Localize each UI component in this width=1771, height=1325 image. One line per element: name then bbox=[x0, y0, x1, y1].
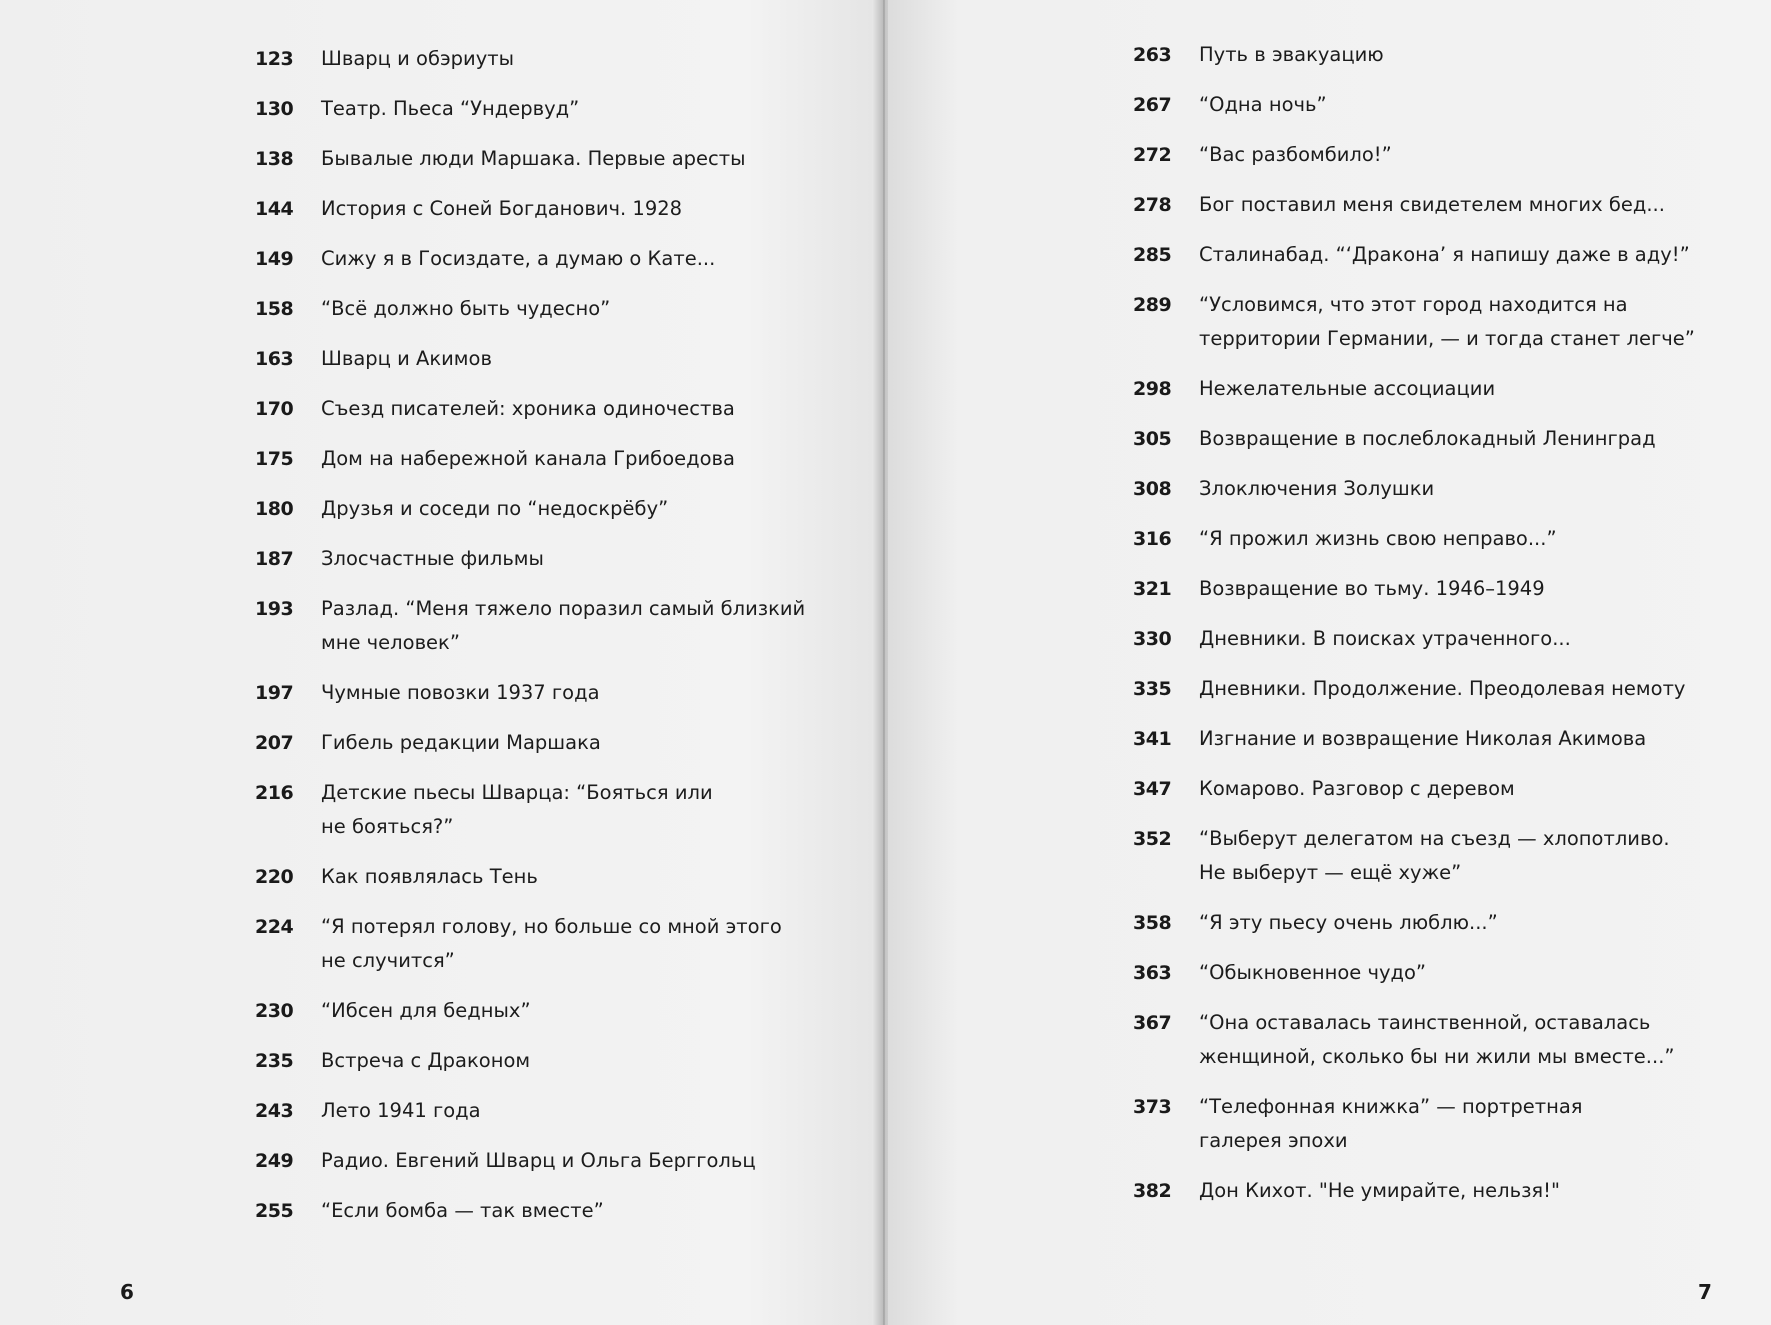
toc-title: “Вас разбомбило!” bbox=[1199, 143, 1392, 166]
toc-page-number: 352 bbox=[1133, 828, 1172, 850]
toc-page-number: 321 bbox=[1133, 578, 1172, 600]
left-page bbox=[0, 0, 880, 1325]
toc-title: Друзья и соседи по “недоскрёбу” bbox=[321, 497, 669, 520]
toc-title-line: Не выберут — ещё хуже” bbox=[1199, 861, 1462, 884]
toc-entry bbox=[255, 776, 713, 844]
toc-page-number: 197 bbox=[255, 682, 294, 704]
toc-entry bbox=[1133, 906, 1498, 940]
toc-entry bbox=[1133, 1174, 1560, 1208]
toc-entry bbox=[255, 910, 782, 978]
toc-entry bbox=[255, 1044, 530, 1078]
toc-entry bbox=[1133, 672, 1685, 706]
toc-title bbox=[1199, 1090, 1583, 1158]
toc-entry bbox=[255, 192, 682, 226]
toc-title: Съезд писателей: хроника одиночества bbox=[321, 397, 735, 420]
toc-page-number: 123 bbox=[255, 48, 294, 70]
toc-title bbox=[321, 592, 805, 660]
toc-page-number: 130 bbox=[255, 98, 294, 120]
toc-title: История с Соней Богданович. 1928 bbox=[321, 197, 683, 220]
toc-entry bbox=[255, 292, 610, 326]
toc-page-number: 187 bbox=[255, 548, 294, 570]
toc-page-number: 289 bbox=[1133, 294, 1172, 316]
toc-page-number: 230 bbox=[255, 1000, 294, 1022]
toc-title-line: “Телефонная книжка” — портретная bbox=[1199, 1095, 1583, 1118]
toc-title: Дневники. Продолжение. Преодолевая немоту bbox=[1199, 677, 1686, 700]
toc-title: Гибель редакции Маршака bbox=[321, 731, 601, 754]
toc-entry bbox=[255, 92, 579, 126]
toc-title-line: “Она оставалась таинственной, оставалась bbox=[1199, 1011, 1651, 1034]
toc-title: Сталинабад. “‘Дракона’ я напишу даже в аду!” bbox=[1199, 243, 1690, 266]
toc-title: Бог поставил меня свидетелем многих бед... bbox=[1199, 193, 1665, 216]
toc-page-number: 224 bbox=[255, 916, 294, 938]
toc-title: “Я эту пьесу очень люблю...” bbox=[1199, 911, 1498, 934]
toc-page-number: 170 bbox=[255, 398, 294, 420]
toc-page-number: 180 bbox=[255, 498, 294, 520]
toc-entry bbox=[255, 1094, 481, 1128]
toc-title: Бывалые люди Маршака. Первые аресты bbox=[321, 147, 746, 170]
toc-entry bbox=[255, 676, 600, 710]
toc-title bbox=[1199, 822, 1670, 890]
toc-title bbox=[1199, 1006, 1675, 1074]
toc-page-number: 216 bbox=[255, 782, 294, 804]
toc-entry bbox=[1133, 138, 1392, 172]
left-toc-list bbox=[0, 0, 880, 1325]
toc-entry bbox=[1133, 238, 1690, 272]
toc-page-number: 285 bbox=[1133, 244, 1172, 266]
toc-title-line: мне человек” bbox=[321, 631, 460, 654]
toc-title-line: не случится” bbox=[321, 949, 455, 972]
toc-title: “Всё должно быть чудесно” bbox=[321, 297, 611, 320]
toc-entry bbox=[255, 592, 805, 660]
toc-title: “Ибсен для бедных” bbox=[321, 999, 531, 1022]
toc-entry bbox=[1133, 622, 1571, 656]
toc-page-number: 330 bbox=[1133, 628, 1172, 650]
toc-page-number: 255 bbox=[255, 1200, 294, 1222]
toc-title: Дон Кихот. "Не умирайте, нельзя!" bbox=[1199, 1179, 1560, 1202]
toc-entry bbox=[1133, 1090, 1583, 1158]
toc-title: Встреча с Драконом bbox=[321, 1049, 531, 1072]
toc-title-line: женщиной, сколько бы ни жили мы вместе...” bbox=[1199, 1045, 1675, 1068]
right-page bbox=[888, 0, 1771, 1325]
toc-page-number: 175 bbox=[255, 448, 294, 470]
toc-title-line: территории Германии, — и тогда станет легче” bbox=[1199, 327, 1695, 350]
toc-entry bbox=[1133, 472, 1434, 506]
toc-title: Дом на набережной канала Грибоедова bbox=[321, 447, 735, 470]
toc-page-number: 308 bbox=[1133, 478, 1172, 500]
toc-entry bbox=[255, 726, 601, 760]
toc-entry bbox=[255, 492, 668, 526]
toc-entry bbox=[255, 42, 514, 76]
toc-page-number: 358 bbox=[1133, 912, 1172, 934]
toc-entry bbox=[1133, 956, 1426, 990]
right-page-number: 7 bbox=[1698, 1280, 1712, 1304]
toc-entry bbox=[255, 542, 544, 576]
toc-title: Нежелательные ассоциации bbox=[1199, 377, 1496, 400]
toc-page-number: 149 bbox=[255, 248, 294, 270]
toc-entry bbox=[255, 994, 531, 1028]
toc-title: Сижу я в Госиздате, а думаю о Кате... bbox=[321, 247, 716, 270]
toc-entry bbox=[1133, 572, 1545, 606]
toc-entry bbox=[1133, 188, 1665, 222]
toc-title-line: “Я потерял голову, но больше со мной этого bbox=[321, 915, 782, 938]
toc-entry bbox=[1133, 38, 1384, 72]
toc-entry bbox=[255, 342, 492, 376]
toc-page-number: 347 bbox=[1133, 778, 1172, 800]
toc-title: Комарово. Разговор с деревом bbox=[1199, 777, 1515, 800]
toc-title-line: Разлад. “Меня тяжело поразил самый близкий bbox=[321, 597, 806, 620]
toc-page-number: 158 bbox=[255, 298, 294, 320]
toc-page-number: 220 bbox=[255, 866, 294, 888]
toc-page-number: 235 bbox=[255, 1050, 294, 1072]
toc-entry bbox=[255, 392, 735, 426]
toc-title: Возвращение в послеблокадный Ленинград bbox=[1199, 427, 1656, 450]
toc-title bbox=[321, 910, 782, 978]
toc-page-number: 341 bbox=[1133, 728, 1172, 750]
toc-title: “Я прожил жизнь свою неправо...” bbox=[1199, 527, 1557, 550]
toc-title: Путь в эвакуацию bbox=[1199, 43, 1384, 66]
toc-page-number: 305 bbox=[1133, 428, 1172, 450]
toc-title: Изгнание и возвращение Николая Акимова bbox=[1199, 727, 1647, 750]
toc-entry bbox=[255, 1144, 756, 1178]
toc-page-number: 373 bbox=[1133, 1096, 1172, 1118]
toc-page-number: 316 bbox=[1133, 528, 1172, 550]
toc-title: Дневники. В поисках утраченного... bbox=[1199, 627, 1571, 650]
toc-page-number: 382 bbox=[1133, 1180, 1172, 1202]
toc-title: Лето 1941 года bbox=[321, 1099, 481, 1122]
toc-title bbox=[321, 776, 713, 844]
toc-entry bbox=[255, 442, 735, 476]
toc-title: Шварц и обэриуты bbox=[321, 47, 515, 70]
toc-title: Злосчастные фильмы bbox=[321, 547, 544, 570]
toc-page-number: 163 bbox=[255, 348, 294, 370]
toc-entry bbox=[1133, 1006, 1675, 1074]
toc-entry bbox=[1133, 88, 1327, 122]
toc-title: Злоключения Золушки bbox=[1199, 477, 1435, 500]
toc-entry bbox=[255, 142, 746, 176]
toc-page-number: 249 bbox=[255, 1150, 294, 1172]
toc-title: Театр. Пьеса “Ундервуд” bbox=[321, 97, 580, 120]
toc-entry bbox=[1133, 522, 1557, 556]
toc-page-number: 335 bbox=[1133, 678, 1172, 700]
toc-title: Чумные повозки 1937 года bbox=[321, 681, 600, 704]
toc-title: “Обыкновенное чудо” bbox=[1199, 961, 1427, 984]
toc-title-line: “Выберут делегатом на съезд — хлопотливо. bbox=[1199, 827, 1670, 850]
toc-title: Радио. Евгений Шварц и Ольга Берггольц bbox=[321, 1149, 756, 1172]
toc-page-number: 367 bbox=[1133, 1012, 1172, 1034]
toc-page-number: 243 bbox=[255, 1100, 294, 1122]
toc-title: Как появлялась Тень bbox=[321, 865, 538, 888]
toc-page-number: 278 bbox=[1133, 194, 1172, 216]
toc-entry bbox=[1133, 772, 1515, 806]
toc-page-number: 207 bbox=[255, 732, 294, 754]
toc-page-number: 263 bbox=[1133, 44, 1172, 66]
right-toc-list bbox=[888, 0, 1771, 1325]
toc-page-number: 298 bbox=[1133, 378, 1172, 400]
toc-entry bbox=[1133, 372, 1495, 406]
toc-entry bbox=[255, 860, 538, 894]
toc-page-number: 193 bbox=[255, 598, 294, 620]
toc-title-line: галерея эпохи bbox=[1199, 1129, 1348, 1152]
toc-entry bbox=[1133, 288, 1695, 356]
toc-page-number: 267 bbox=[1133, 94, 1172, 116]
toc-page-number: 144 bbox=[255, 198, 294, 220]
toc-entry bbox=[1133, 722, 1646, 756]
toc-page-number: 272 bbox=[1133, 144, 1172, 166]
toc-entry bbox=[255, 242, 715, 276]
toc-title: “Если бомба — так вместе” bbox=[321, 1199, 604, 1222]
toc-page-number: 363 bbox=[1133, 962, 1172, 984]
toc-title-line: Детские пьесы Шварца: “Бояться или bbox=[321, 781, 713, 804]
toc-entry bbox=[1133, 822, 1670, 890]
toc-title-line: не бояться?” bbox=[321, 815, 454, 838]
toc-page-number: 138 bbox=[255, 148, 294, 170]
toc-entry bbox=[255, 1194, 604, 1228]
left-page-number: 6 bbox=[120, 1280, 134, 1304]
toc-title-line: “Условимся, что этот город находится на bbox=[1199, 293, 1628, 316]
toc-title bbox=[1199, 288, 1695, 356]
toc-title: “Одна ночь” bbox=[1199, 93, 1327, 116]
toc-title: Возвращение во тьму. 1946–1949 bbox=[1199, 577, 1545, 600]
toc-title: Шварц и Акимов bbox=[321, 347, 492, 370]
toc-entry bbox=[1133, 422, 1656, 456]
